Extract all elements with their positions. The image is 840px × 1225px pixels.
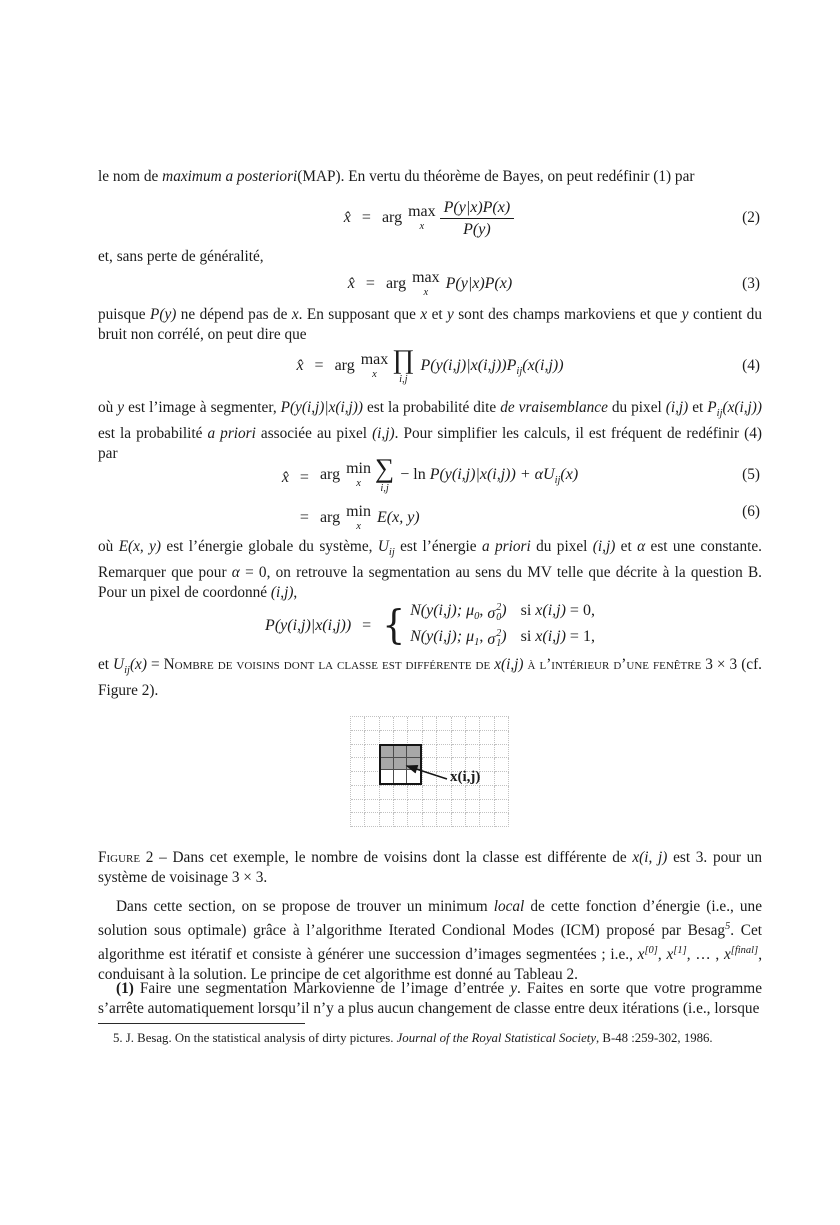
equation-4-lhs: x̂ bbox=[296, 357, 304, 374]
figure-2 bbox=[350, 716, 508, 826]
grid-cell bbox=[408, 800, 422, 814]
paragraph-icm: Dans cette section, on se propose de trouver un minimum local de cette fonction d’énergie (i.e., une solution sous optimale) grâce à l’algorithme Iterated Condional Modes (ICM) proposé par Besag$^5$. Cet algorithme est itératif et consiste à générer une succession d’images segmentées ; i.e., x[0], x[1], … , x[final], conduisant à la solution. Le principe de cet algorithme est donné au Tableau 2. bbox=[98, 898, 763, 984]
grid-cell bbox=[423, 786, 437, 800]
grid-cell bbox=[423, 772, 437, 786]
equation-number: (6) bbox=[742, 503, 760, 520]
equation-number: (5) bbox=[742, 466, 760, 483]
grid-cell bbox=[466, 786, 480, 800]
grid-cell bbox=[423, 731, 437, 745]
grid-cell bbox=[423, 745, 437, 759]
figure-grid bbox=[350, 716, 509, 827]
window-cell-gray bbox=[381, 746, 394, 758]
grid-cell bbox=[466, 813, 480, 827]
grid-cell bbox=[452, 800, 466, 814]
grid-cell bbox=[408, 813, 422, 827]
grid-cell bbox=[495, 731, 509, 745]
cases-body bbox=[382, 601, 595, 652]
grid-cell bbox=[380, 786, 394, 800]
grid-cell bbox=[423, 717, 437, 731]
grid-cell bbox=[480, 731, 494, 745]
case-row: N(y(i,j); $\mu_1$, σ 2 1 ) si x(i,j) = 1, bbox=[410, 627, 595, 650]
grid-cell bbox=[452, 745, 466, 759]
grid-cell bbox=[466, 800, 480, 814]
grid-cell bbox=[365, 758, 379, 772]
equation-number: (3) bbox=[742, 275, 760, 292]
grid-cell bbox=[452, 813, 466, 827]
grid-cell bbox=[394, 813, 408, 827]
equation-5-rhs: arg min x ∑ i,j − $\ln P(y(i,j)|x(i,j)) + \alpha U_{ij}(x)$ bbox=[319, 453, 579, 494]
equation-5-6 bbox=[98, 453, 762, 533]
grid-cell bbox=[480, 800, 494, 814]
paragraph-transition: et, sans perte de généralité, bbox=[98, 248, 264, 265]
footnote: 5. J. Besag. On the statistical analysis of dirty pictures. Journal of the Royal Statistical Society, B-48 :259-302, 1986. bbox=[113, 1031, 713, 1045]
grid-cell bbox=[351, 786, 365, 800]
grid-cell bbox=[466, 731, 480, 745]
grid-cell bbox=[480, 813, 494, 827]
paragraph-voisins: et $U_{ij}(x)$ = Nombre de voisins dont la classe est différente de x(i,j) à l’intérieur d’une fenêtre 3 × 3 (cf. Figure 2). bbox=[98, 656, 762, 700]
grid-cell bbox=[351, 717, 365, 731]
grid-cell bbox=[365, 786, 379, 800]
equals-sign: = bbox=[299, 509, 309, 527]
grid-cell bbox=[408, 731, 422, 745]
equation-2-lhs: x̂ bbox=[343, 209, 351, 226]
equals-sign: = bbox=[362, 617, 372, 634]
grid-cell bbox=[394, 800, 408, 814]
grid-cell bbox=[351, 772, 365, 786]
grid-cell bbox=[351, 813, 365, 827]
paragraph-markov: puisque P(y) ne dépend pas de x. En supposant que x et y sont des champs markoviens et que y contient du bruit non corrélé, on peut dire que bbox=[98, 306, 762, 343]
grid-cell bbox=[480, 786, 494, 800]
grid-cell bbox=[365, 813, 379, 827]
grid-cell bbox=[495, 758, 509, 772]
grid-cell bbox=[480, 758, 494, 772]
grid-cell bbox=[394, 786, 408, 800]
window-cell-white bbox=[394, 770, 407, 782]
grid-cell bbox=[480, 772, 494, 786]
paragraph-step-1: (1) Faire une segmentation Markovienne de l’image d’entrée y. Faites en sorte que votre programme s’arrête automatiquement lorsqu’il n’y a plus aucun changement de classe entre deux itérations (i.e., lorsque bbox=[98, 980, 762, 1017]
footnote-rule bbox=[98, 1023, 305, 1024]
grid-cell bbox=[380, 731, 394, 745]
grid-cell bbox=[480, 745, 494, 759]
window-cell-gray bbox=[407, 758, 420, 770]
grid-cell bbox=[365, 717, 379, 731]
grid-cell bbox=[351, 758, 365, 772]
grid-cell bbox=[365, 731, 379, 745]
window-cell-gray bbox=[407, 746, 420, 758]
equals-sign: = bbox=[365, 275, 375, 292]
grid-cell bbox=[408, 786, 422, 800]
grid-cell bbox=[423, 813, 437, 827]
grid-cell bbox=[380, 800, 394, 814]
grid-cell bbox=[452, 786, 466, 800]
window-cell-white bbox=[381, 770, 394, 782]
grid-cell bbox=[452, 717, 466, 731]
grid-cell bbox=[394, 717, 408, 731]
case-row: N(y(i,j); $\mu_0$, σ 2 0 ) si x(i,j) = 0, bbox=[410, 601, 595, 624]
paragraph-vraisemblance: où y est l’image à segmenter, P(y(i,j)|x(i,j)) est la probabilité dite de vraisemblance du pixel (i,j) et $P_{ij}(x(i,j))$ est la probabilité a priori associée au pixel (i,j). Pour simplifier les calculs, il est fréquent de redéfinir (4) par bbox=[98, 399, 762, 463]
figure-label: x(i,j) bbox=[450, 769, 481, 785]
equation-2-rhs: arg max x $\frac{P(y|x)P(x)}{P(y)}$ bbox=[382, 209, 516, 226]
neighborhood-window bbox=[379, 744, 422, 785]
grid-cell bbox=[452, 731, 466, 745]
grid-cell bbox=[408, 717, 422, 731]
grid-cell bbox=[466, 745, 480, 759]
left-brace: { bbox=[382, 602, 406, 649]
grid-cell bbox=[365, 745, 379, 759]
window-cell-gray bbox=[394, 746, 407, 758]
cases-lhs: P(y(i,j)|x(i,j)) bbox=[265, 617, 352, 634]
paragraph-energie: où E(x, y) est l’énergie globale du système, $U_{ij}$ est l’énergie a priori du pixel (i,j) et α est une constante. Remarquer que pour α = 0, on retrouve la segmentation au sens du MV telle que décrite à la question B. Pour un pixel de coordonné (i,j), bbox=[98, 538, 762, 602]
grid-cell bbox=[394, 731, 408, 745]
grid-cell bbox=[495, 745, 509, 759]
window-cell-gray bbox=[381, 758, 394, 770]
equation-4-rhs: arg max x ∏ i,j $P(y(i,j)|x(i,j))P_{ij}(x(i,j))$ bbox=[334, 344, 564, 385]
equation-6-rhs: arg min x E(x, y) bbox=[319, 503, 420, 533]
equals-sign: = bbox=[361, 209, 371, 226]
figure-caption: Figure 2 – Dans cet exemple, le nombre de voisins dont la classe est différente de x(i, j) est 3. pour un système de voisinage 3 × 3. bbox=[98, 849, 762, 886]
grid-cell bbox=[351, 745, 365, 759]
equation-5-lhs: x̂ bbox=[281, 469, 289, 487]
grid-cell bbox=[437, 800, 451, 814]
window-cell-gray bbox=[394, 758, 407, 770]
equation-3 bbox=[98, 269, 762, 299]
grid-cell bbox=[423, 800, 437, 814]
grid-cell bbox=[437, 745, 451, 759]
equals-sign: = bbox=[299, 469, 309, 487]
grid-cell bbox=[466, 717, 480, 731]
grid-cell bbox=[495, 800, 509, 814]
equation-cases bbox=[98, 600, 762, 652]
grid-cell bbox=[351, 731, 365, 745]
equation-number: (4) bbox=[742, 357, 760, 374]
grid-cell bbox=[437, 731, 451, 745]
grid-cell bbox=[495, 786, 509, 800]
grid-cell bbox=[437, 813, 451, 827]
grid-cell bbox=[365, 800, 379, 814]
grid-cell bbox=[437, 786, 451, 800]
grid-cell bbox=[495, 717, 509, 731]
window-cell-white bbox=[407, 770, 420, 782]
equation-number: (2) bbox=[742, 209, 760, 226]
equation-2 bbox=[98, 194, 762, 242]
grid-cell bbox=[380, 813, 394, 827]
paragraph-intro: le nom de maximum a posteriori(MAP). En vertu du théorème de Bayes, on peut redéfinir (1) par bbox=[98, 168, 695, 185]
grid-cell bbox=[351, 800, 365, 814]
equation-3-rhs: arg max x P(y|x)P(x) bbox=[385, 269, 513, 299]
equation-4 bbox=[98, 344, 762, 388]
grid-cell bbox=[480, 717, 494, 731]
grid-cell bbox=[495, 772, 509, 786]
equals-sign: = bbox=[314, 357, 324, 374]
grid-cell bbox=[365, 772, 379, 786]
grid-cell bbox=[437, 717, 451, 731]
grid-cell bbox=[423, 758, 437, 772]
grid-cell bbox=[495, 813, 509, 827]
grid-cell bbox=[380, 717, 394, 731]
equation-3-lhs: x̂ bbox=[347, 275, 355, 292]
